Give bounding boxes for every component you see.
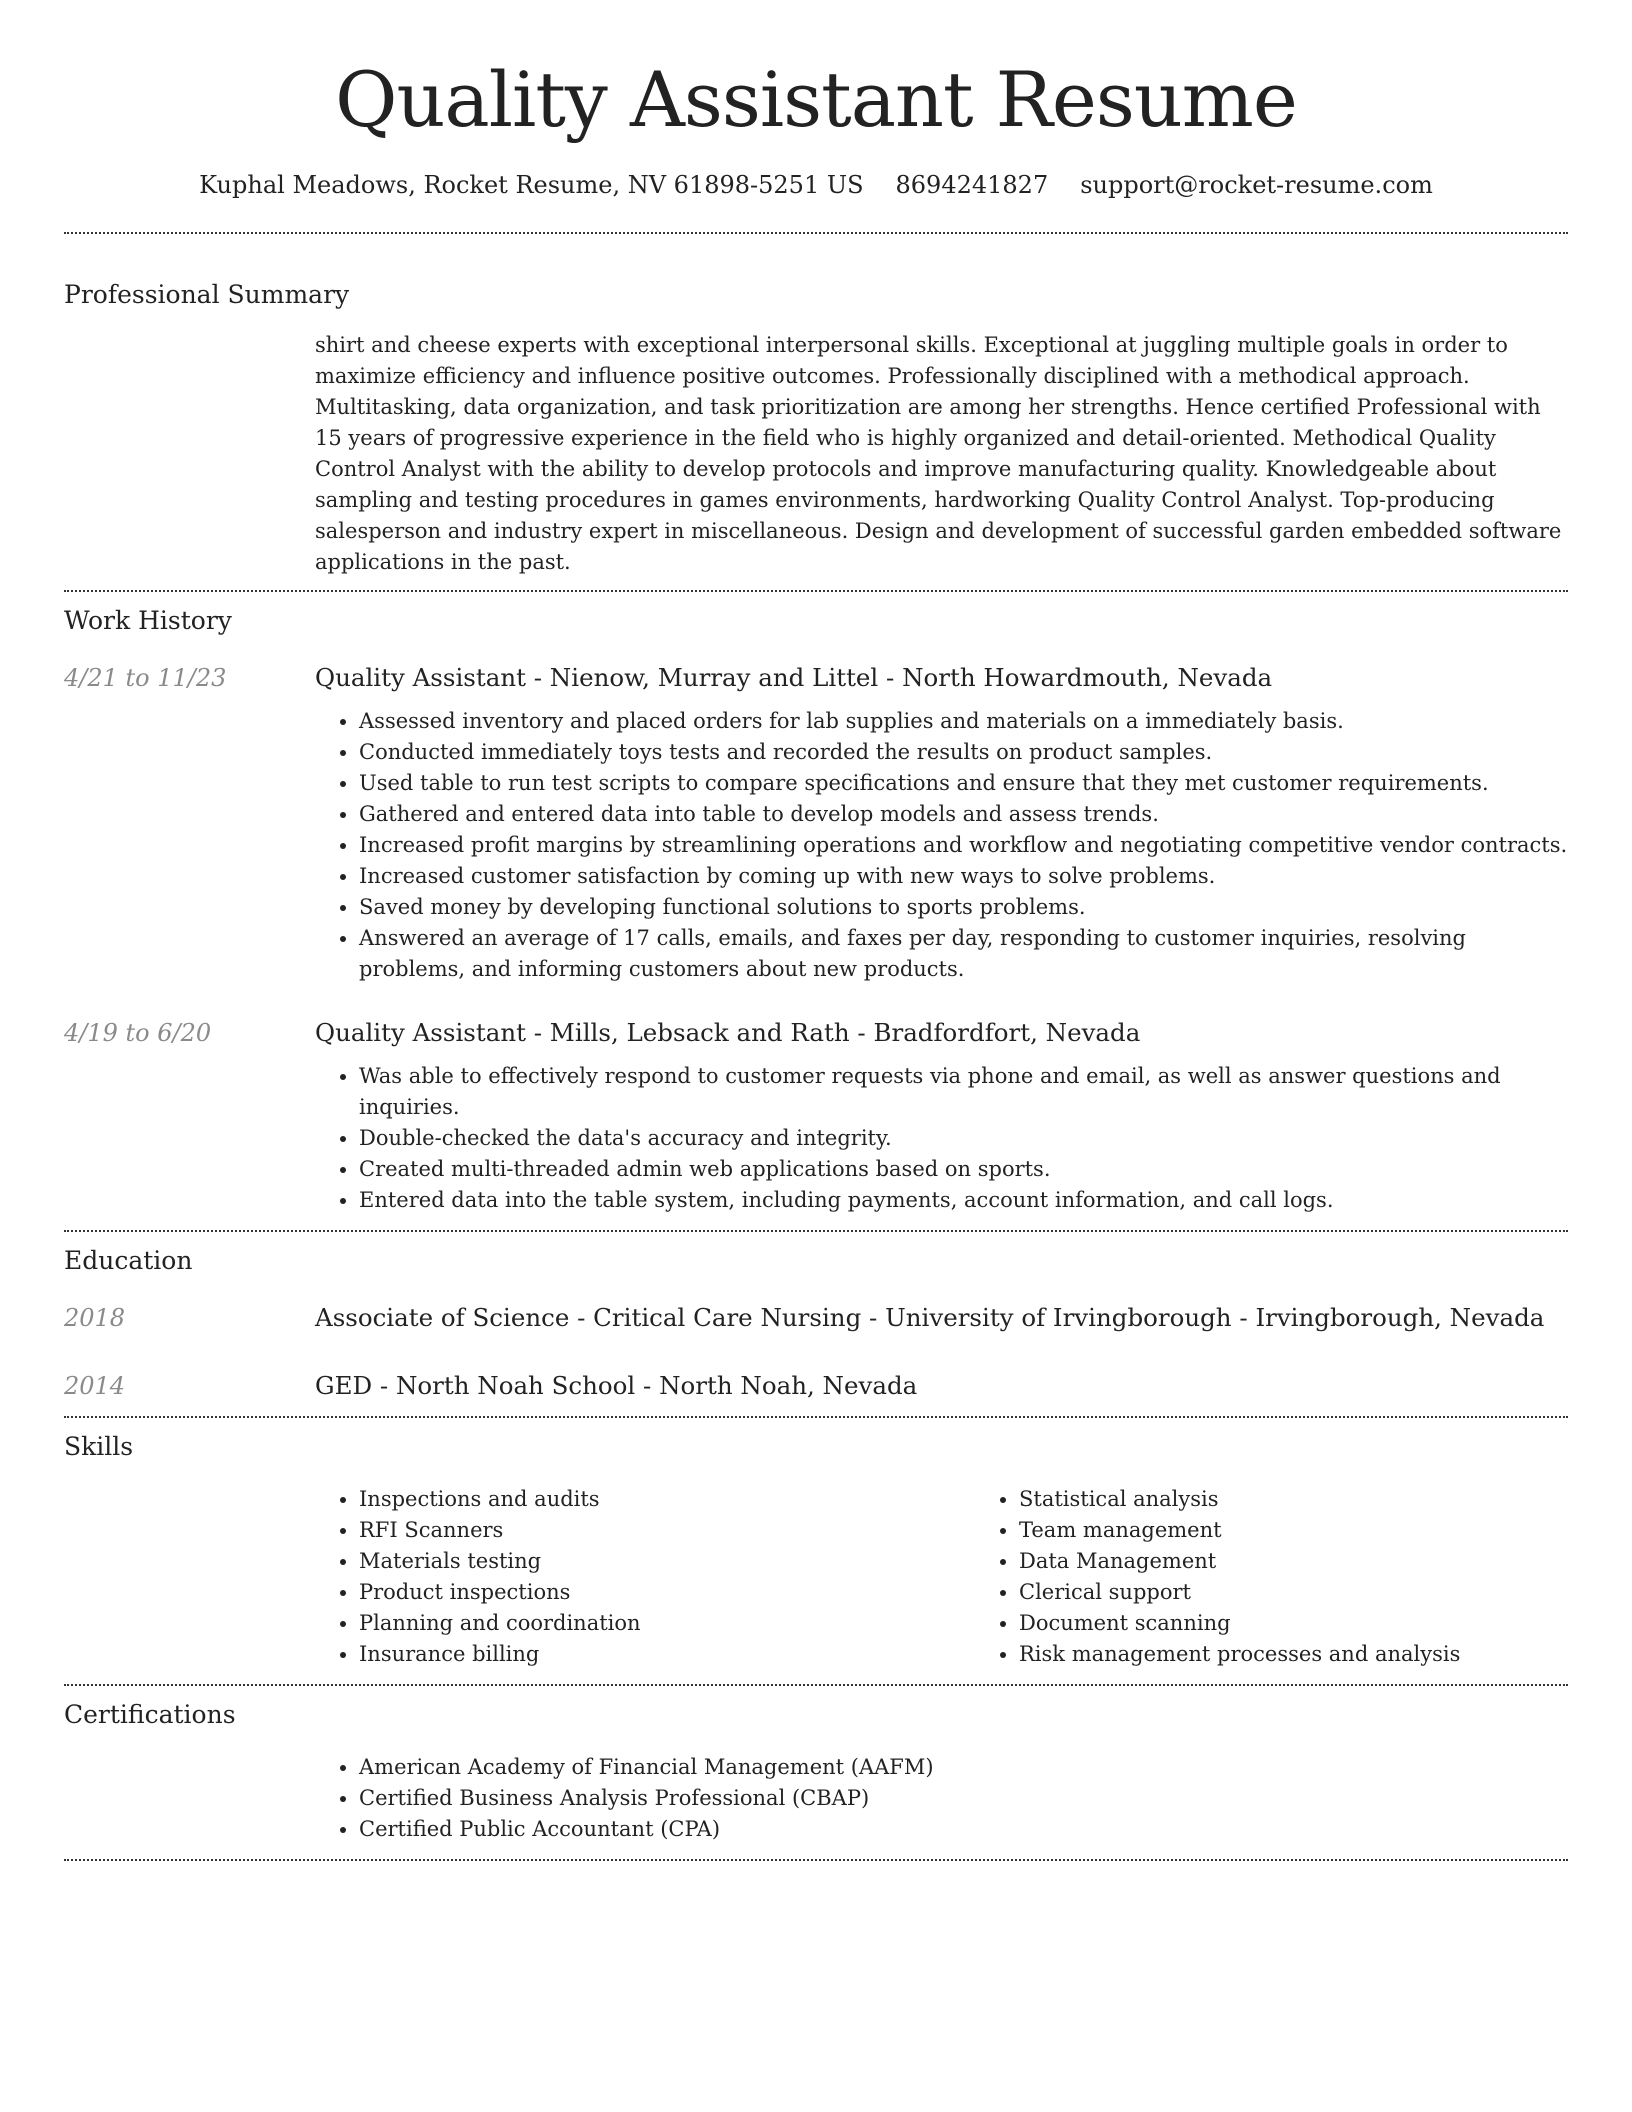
contact-info bbox=[64, 168, 1568, 202]
certifications-list bbox=[315, 1752, 1568, 1845]
job-dates: 4/19 to 6/20 bbox=[64, 1019, 212, 1047]
list-item: • Conducted immediately toys tests and recorded the results on product samples. bbox=[359, 737, 1568, 768]
job-title: Quality Assistant - Nienow, Murray and Littel - North Howardmouth, Nevada bbox=[315, 663, 1273, 692]
education-entry bbox=[64, 1302, 1568, 1334]
list-item: • Gathered and entered data into table to develop models and assess trends. bbox=[359, 799, 1568, 830]
list-item: • Used table to run test scripts to compare specifications and ensure that they met customer requirements. bbox=[359, 768, 1568, 799]
summary-text: shirt and cheese experts with exceptional interpersonal skills. Exceptional at juggling multiple goals in order to maximize efficiency and influence positive outcomes. Professionally disciplined with a methodical approach. Multitasking, data organization, and task prioritization are among her strengths. Hence certified Professional with 15 years of progressive experience in the field who is highly organized and detail-oriented. Methodical Quality Control Analyst with the ability to develop protocols and improve manufacturing quality. Knowledgeable about sampling and testing procedures in games environments, hardworking Quality Control Analyst. Top-producing salesperson and industry expert in miscellaneous. Design and development of successful garden embedded software applications in the past. bbox=[315, 333, 1562, 574]
divider bbox=[64, 1859, 1568, 1861]
job-entry bbox=[64, 662, 1568, 985]
work-history-section bbox=[64, 592, 1568, 1230]
list-item: • Product inspections bbox=[359, 1577, 975, 1608]
list-item: • Increased customer satisfaction by coming up with new ways to solve problems. bbox=[359, 861, 1568, 892]
contact-email: support@rocket-resume.com bbox=[1080, 171, 1433, 199]
contact-phone: 8694241827 bbox=[895, 171, 1049, 199]
list-item: • Created multi-threaded admin web applications based on sports. bbox=[359, 1154, 1568, 1185]
list-item: • Assessed inventory and placed orders for lab supplies and materials on a immediately basis. bbox=[359, 706, 1568, 737]
certifications-section bbox=[64, 1686, 1568, 1859]
job-title: Quality Assistant - Mills, Lebsack and Rath - Bradfordfort, Nevada bbox=[315, 1018, 1141, 1047]
education-year: 2018 bbox=[64, 1304, 126, 1332]
resume-title: Quality Assistant Resume bbox=[335, 55, 1297, 144]
list-item: • Risk management processes and analysis bbox=[1019, 1639, 1632, 1670]
list-item: • Answered an average of 17 calls, emails, and faxes per day, responding to customer inquiries, resolving problems, and informing customers about new products. bbox=[359, 923, 1568, 985]
list-item: • Materials testing bbox=[359, 1546, 975, 1577]
job-dates: 4/21 to 11/23 bbox=[64, 664, 227, 692]
list-item: • Entered data into the table system, including payments, account information, and call logs. bbox=[359, 1185, 1568, 1216]
list-item: • Document scanning bbox=[1019, 1608, 1632, 1639]
list-item: • Data Management bbox=[1019, 1546, 1632, 1577]
education-year: 2014 bbox=[64, 1372, 126, 1400]
list-item: • Increased profit margins by streamlining operations and workflow and negotiating competitive vendor contracts. bbox=[359, 830, 1568, 861]
skills-list-left bbox=[315, 1484, 975, 1670]
list-item: • Certified Public Accountant (CPA) bbox=[359, 1814, 1568, 1845]
education-text: GED - North Noah School - North Noah, Nevada bbox=[315, 1371, 918, 1400]
skills-list-right bbox=[975, 1484, 1632, 1670]
list-item: • Statistical analysis bbox=[1019, 1484, 1632, 1515]
list-item: • RFI Scanners bbox=[359, 1515, 975, 1546]
education-heading: Education bbox=[64, 1246, 193, 1275]
skills-heading: Skills bbox=[64, 1432, 134, 1461]
list-item: • Insurance billing bbox=[359, 1639, 975, 1670]
certifications-heading: Certifications bbox=[64, 1700, 236, 1729]
job-bullets bbox=[315, 706, 1568, 985]
list-item: • Clerical support bbox=[1019, 1577, 1632, 1608]
resume-header bbox=[64, 0, 1568, 202]
work-history-heading: Work History bbox=[64, 606, 232, 635]
job-entry bbox=[64, 1017, 1568, 1216]
list-item: • Double-checked the data's accuracy and integrity. bbox=[359, 1123, 1568, 1154]
list-item: • Team management bbox=[1019, 1515, 1632, 1546]
summary-heading: Professional Summary bbox=[64, 280, 350, 309]
list-item: • Was able to effectively respond to customer requests via phone and email, as well as answer questions and inquiries. bbox=[359, 1061, 1568, 1123]
list-item: • Saved money by developing functional solutions to sports problems. bbox=[359, 892, 1568, 923]
summary-section bbox=[64, 234, 1568, 590]
list-item: • American Academy of Financial Management (AAFM) bbox=[359, 1752, 1568, 1783]
education-entry bbox=[64, 1370, 1568, 1402]
education-text: Associate of Science - Critical Care Nursing - University of Irvingborough - Irvingborough, Nevada bbox=[315, 1303, 1545, 1332]
list-item: • Planning and coordination bbox=[359, 1608, 975, 1639]
list-item: • Inspections and audits bbox=[359, 1484, 975, 1515]
skills-section bbox=[64, 1418, 1568, 1684]
contact-address: Kuphal Meadows, Rocket Resume, NV 61898-5251 US bbox=[199, 171, 864, 199]
skills-grid bbox=[315, 1484, 1632, 1670]
job-bullets bbox=[315, 1061, 1568, 1216]
list-item: • Certified Business Analysis Professional (CBAP) bbox=[359, 1783, 1568, 1814]
education-section bbox=[64, 1232, 1568, 1416]
